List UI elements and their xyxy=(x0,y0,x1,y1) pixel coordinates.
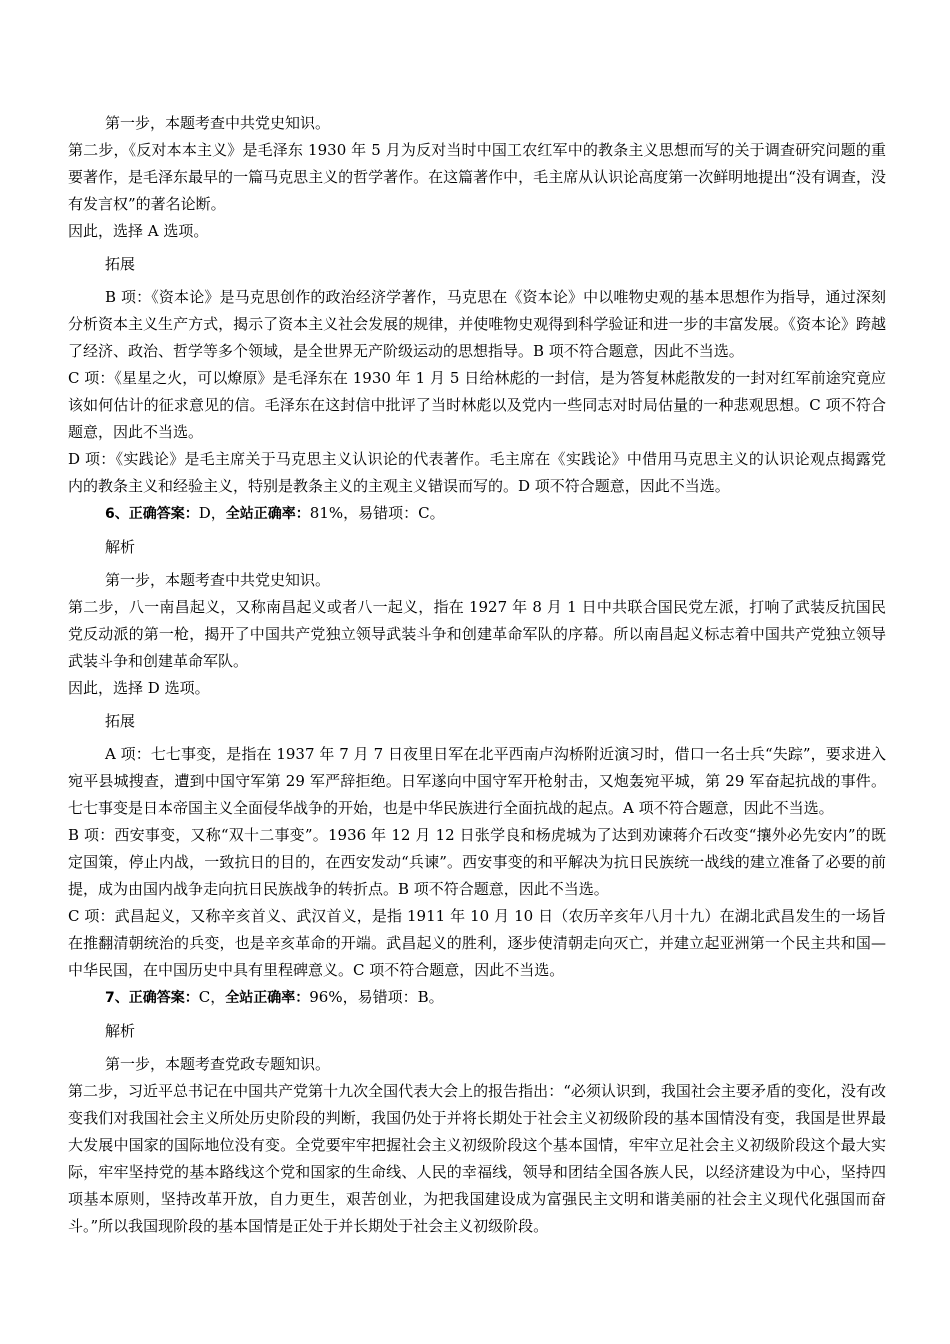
step-two-q5: 第二步，《反对本本主义》是毛泽东 1930 年 5 月为反对当时中国工农红军中的教条主义思想而写的关于调查研究问题的重要著作，是毛泽东最早的一篇马克思主义的哲学著作。在这篇著作中，毛主席从认识论高度第一次鲜明地提出“没有调查，没有发言权”的著名论断。 xyxy=(68,141,886,213)
analysis-heading-q6: 解析 xyxy=(105,538,136,556)
option-c-q5: C 项：《星星之火，可以燎原》是毛泽东在 1930 年 1 月 5 日给林彪的一封信，是为答复林彪散发的一封对红军前途究竟应该如何估计的征求意见的信。毛泽东在这封信中批评了当时林彪以及党内一些同志对时局估量的一种悲观思想。C 项不符合题意，因此不当选。 xyxy=(68,369,886,441)
extension-heading-q5: 拓展 xyxy=(105,255,136,273)
answer-label: 7、正确答案： xyxy=(105,990,199,1006)
extension-heading-q6: 拓展 xyxy=(105,712,136,730)
answer-value: C， xyxy=(198,988,226,1006)
accuracy-value: 81%，易错项：C。 xyxy=(309,504,445,522)
answer-header-q7 xyxy=(68,984,886,1012)
step-one-q6: 第一步，本题考查中共党史知识。 xyxy=(105,571,331,589)
option-b-q5: B 项：《资本论》是马克思创作的政治经济学著作，马克思在《资本论》中以唯物史观的基本思想作为指导，通过深刻分析资本主义生产方式，揭示了资本主义社会发展的规律，并使唯物史观得到科学验证和进一步的丰富发展。《资本论》跨越了经济、政治、哲学等多个领域，是全世界无产阶级运动的思想指导。B 项不符合题意，因此不当选。 xyxy=(68,288,886,360)
answer-header-q6 xyxy=(68,500,886,528)
option-a-q6: A 项：七七事变，是指在 1937 年 7 月 7 日夜里日军在北平西南卢沟桥附近演习时，借口一名士兵“失踪”，要求进入宛平县城搜查，遭到中国守军第 29 军严辞拒绝。日军遂向中国守军开枪射击，又炮轰宛平城，第 29 军奋起抗战的事件。七七事变是日本帝国主义全面侵华战争的开始，也是中华民族进行全面抗战的起点。A 项不符合题意，因此不当选。 xyxy=(68,745,886,817)
accuracy-label: 全站正确率： xyxy=(225,506,310,522)
analysis-heading-q7: 解析 xyxy=(105,1022,136,1040)
accuracy-label: 全站正确率： xyxy=(225,990,310,1006)
answer-label: 6、正确答案： xyxy=(105,506,199,522)
conclusion-q5: 因此，选择 A 选项。 xyxy=(68,222,209,240)
conclusion-q6: 因此，选择 D 选项。 xyxy=(68,679,210,697)
option-d-q5: D 项：《实践论》是毛主席关于马克思主义认识论的代表著作。毛主席在《实践论》中借用马克思主义的认识论观点揭露党内的教条主义和经验主义，特别是教条主义的主观主义错误而写的。D 项不符合题意，因此不当选。 xyxy=(68,450,886,495)
step-one-q7: 第一步，本题考查党政专题知识。 xyxy=(105,1055,331,1073)
option-b-q6: B 项：西安事变，又称“双十二事变”。1936 年 12 月 12 日张学良和杨虎城为了达到劝谏蒋介石改变“攘外必先安内”的既定国策，停止内战，一致抗日的目的，在西安发动“兵谏”。西安事变的和平解决为抗日民族统一战线的建立准备了必要的前提，成为由国内战争走向抗日民族战争的转折点。B 项不符合题意，因此不当选。 xyxy=(68,826,886,898)
step-two-q6: 第二步，八一南昌起义，又称南昌起义或者八一起义，指在 1927 年 8 月 1 日中共联合国民党左派，打响了武装反抗国民党反动派的第一枪，揭开了中国共产党独立领导武装斗争和创建革命军队的序幕。所以南昌起义标志着中国共产党独立领导武装斗争和创建革命军队。 xyxy=(68,598,886,670)
step-two-q7: 第二步，习近平总书记在中国共产党第十九次全国代表大会上的报告指出：“必须认识到，我国社会主要矛盾的变化，没有改变我们对我国社会主义所处历史阶段的判断，我国仍处于并将长期处于社会主义初级阶段的基本国情没有变，我国是世界最大发展中国家的国际地位没有变。全党要牢牢把握社会主义初级阶段这个基本国情，牢牢立足社会主义初级阶段这个最大实际，牢牢坚持党的基本路线这个党和国家的生命线、人民的幸福线，领导和团结全国各族人民，以经济建设为中心，坚持四项基本原则，坚持改革开放，自力更生，艰苦创业，为把我国建设成为富强民主文明和谐美丽的社会主义现代化强国而奋斗。”所以我国现阶段的基本国情是正处于并长期处于社会主义初级阶段。 xyxy=(68,1082,886,1235)
step-one-q5: 第一步，本题考查中共党史知识。 xyxy=(105,114,331,132)
accuracy-value: 96%，易错项：B。 xyxy=(309,988,444,1006)
option-c-q6: C 项：武昌起义，又称辛亥首义、武汉首义，是指 1911 年 10 月 10 日（农历辛亥年八月十九）在湖北武昌发生的一场旨在推翻清朝统治的兵变，也是辛亥革命的开端。武昌起义的胜利，逐步使清朝走向灭亡，并建立起亚洲第一个民主共和国—中华民国，在中国历史中具有里程碑意义。C 项不符合题意，因此不当选。 xyxy=(68,907,886,979)
document-page xyxy=(68,110,886,1240)
answer-value: D， xyxy=(198,504,226,522)
